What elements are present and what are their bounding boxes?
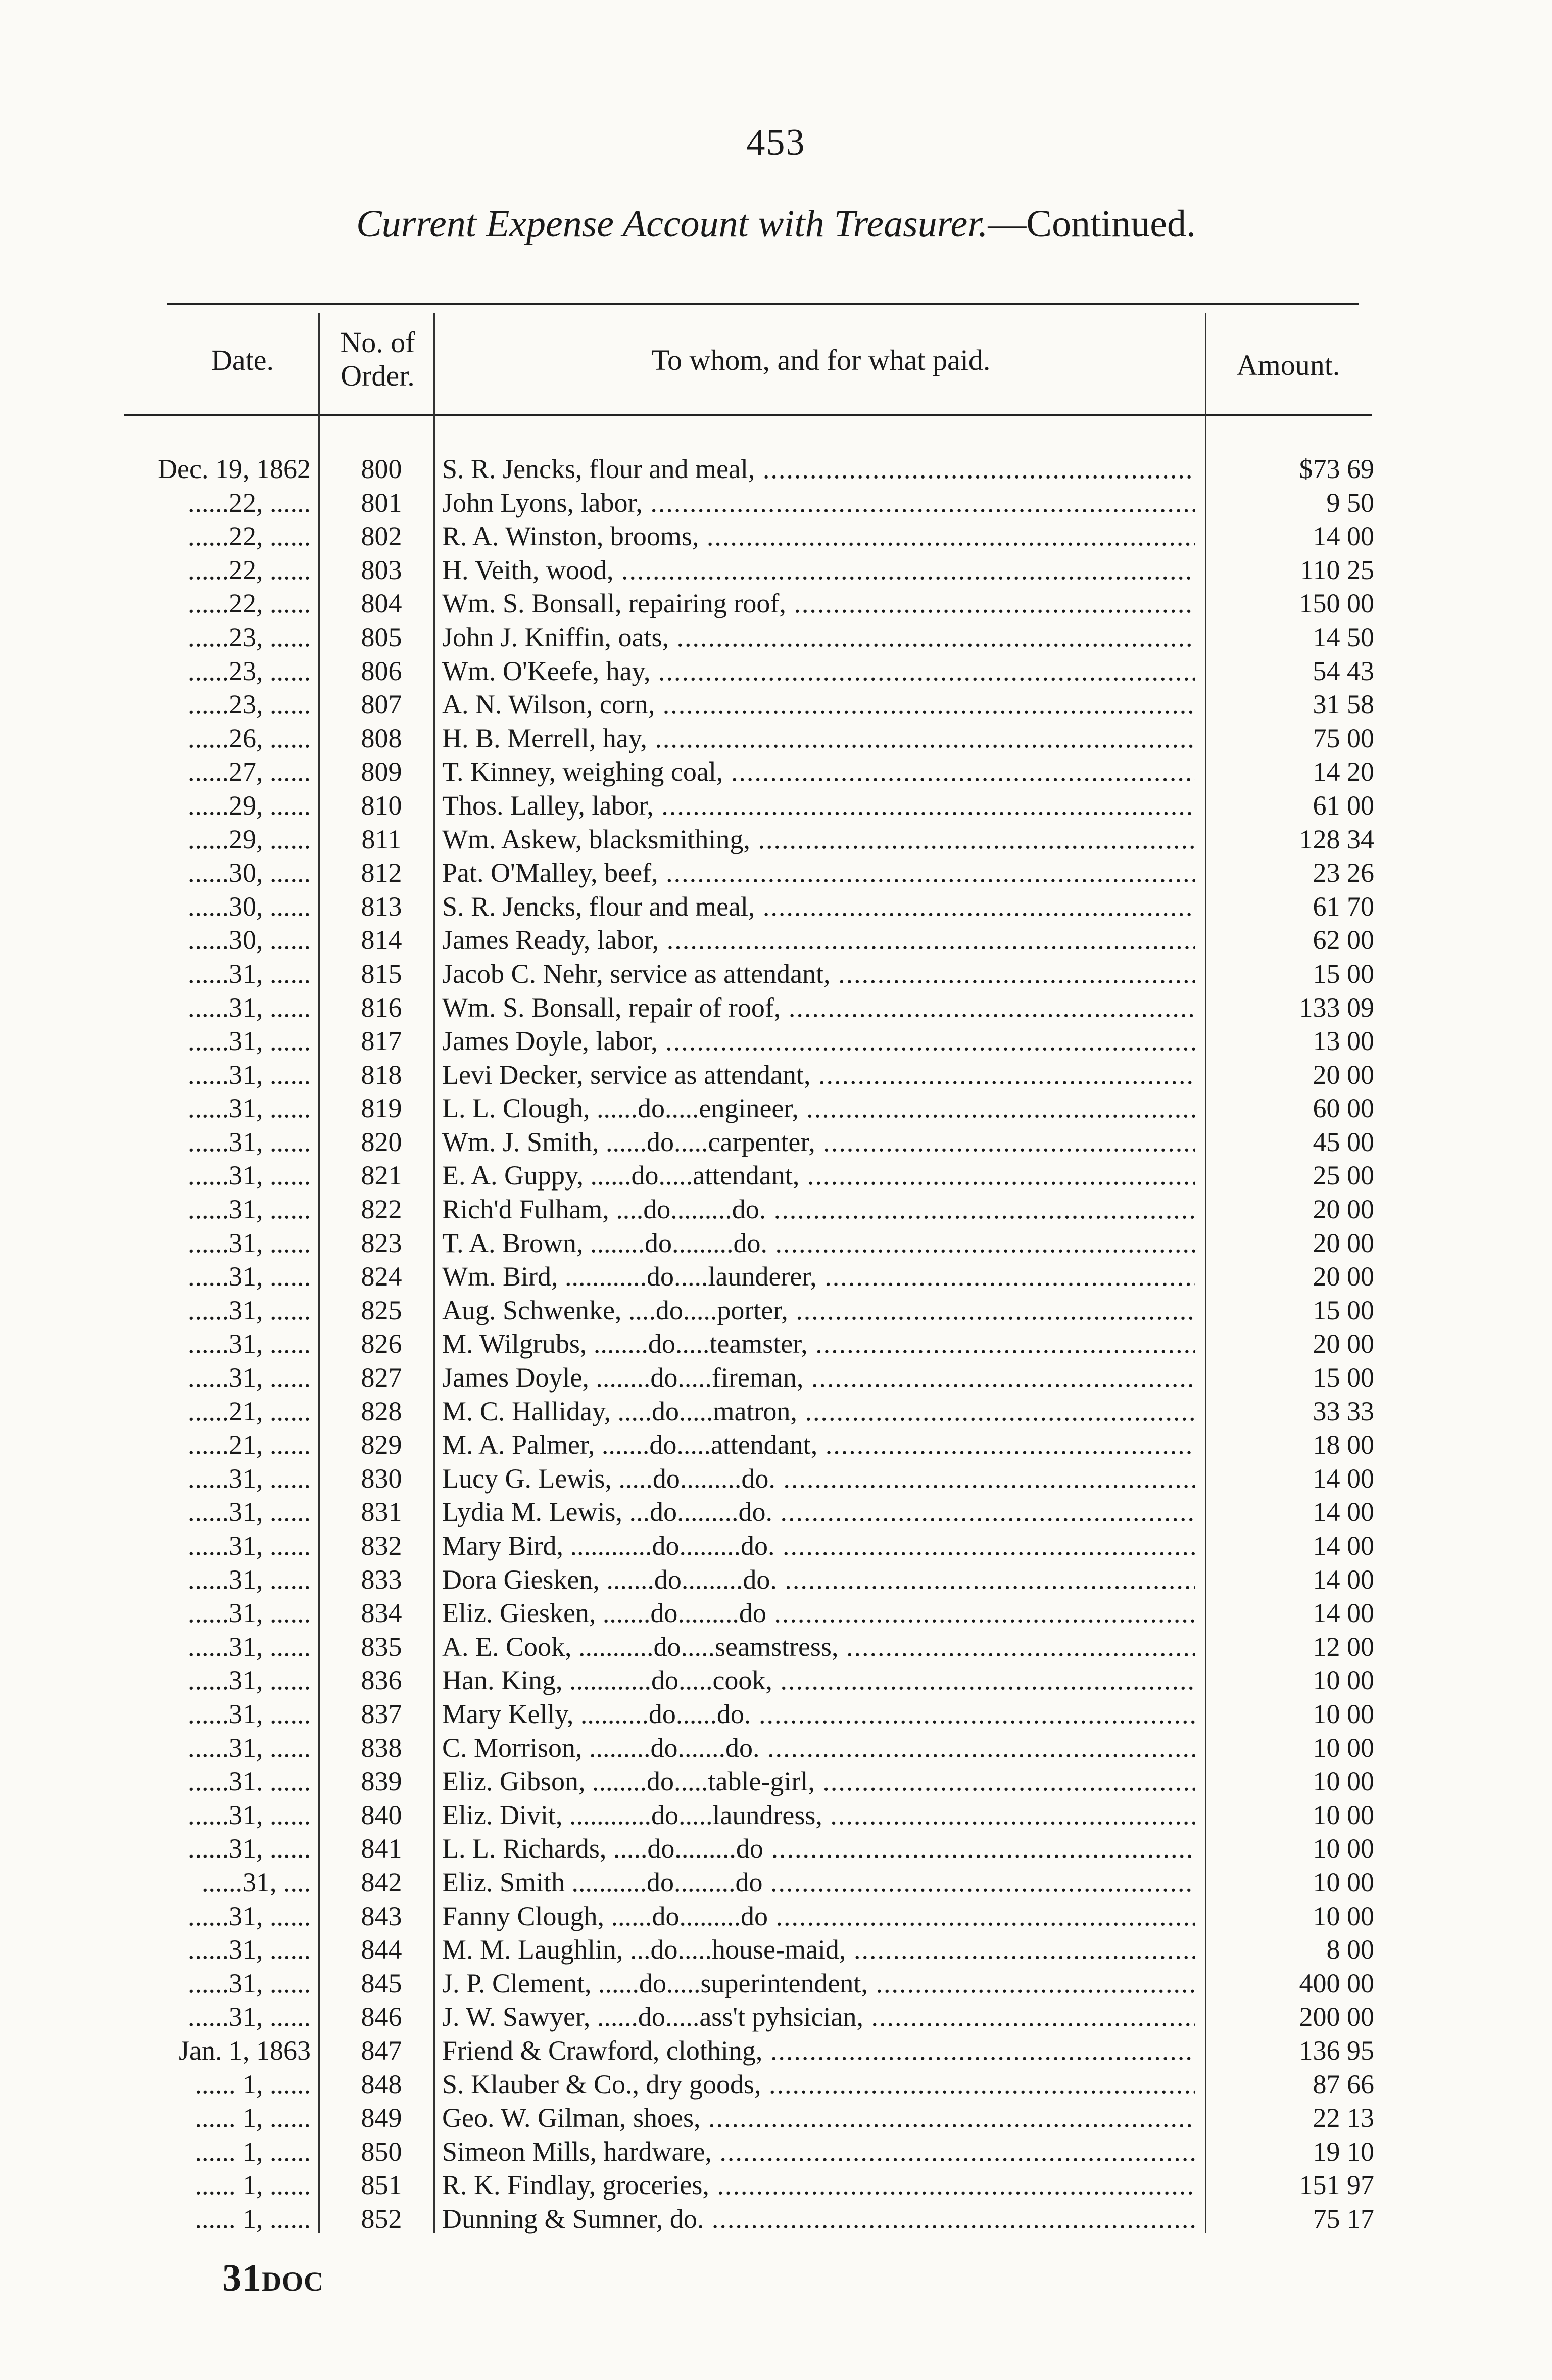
row-amount: 31 58 <box>1313 689 1374 720</box>
row-amount: 14 00 <box>1313 1598 1374 1629</box>
table-row <box>0 1024 1552 1058</box>
row-order-number: 826 <box>361 1328 402 1359</box>
table-row <box>0 1495 1552 1529</box>
row-order-number: 833 <box>361 1564 402 1595</box>
row-amount: 20 00 <box>1313 1227 1374 1258</box>
row-amount: 15 00 <box>1313 1362 1374 1393</box>
row-description: Eliz. Divit, ............do.....laundress, ..... <box>442 1798 1195 1832</box>
row-date: ......30, ...... <box>188 858 311 888</box>
row-date: ...... 1, ...... <box>195 2136 311 2167</box>
row-amount: 87 66 <box>1313 2069 1374 2100</box>
row-order-number: 813 <box>361 891 402 922</box>
row-date: ......22, ...... <box>188 554 311 585</box>
row-description: Eliz. Giesken, .......do.........do ..... <box>442 1596 1195 1630</box>
row-amount: 15 00 <box>1313 958 1374 989</box>
row-date: ......31, ...... <box>188 1598 311 1629</box>
row-date: ......22, ...... <box>188 521 311 552</box>
row-description: Wm. Bird, ............do.....launderer, ..... <box>442 1260 1195 1293</box>
row-date: ......31, ...... <box>188 1295 311 1325</box>
row-date: ......31, ...... <box>188 1497 311 1528</box>
row-date: Jan. 1, 1863 <box>179 2035 311 2066</box>
table-row <box>0 1798 1552 1832</box>
row-order-number: 814 <box>361 925 402 956</box>
row-amount: 15 00 <box>1313 1295 1374 1325</box>
row-description: M. A. Palmer, .......do.....attendant, ..... <box>442 1428 1195 1461</box>
row-order-number: 830 <box>361 1463 402 1494</box>
table-row <box>0 1731 1552 1765</box>
table-row <box>0 1967 1552 2001</box>
row-date: ......31, ...... <box>188 1934 311 1965</box>
row-order-number: 847 <box>361 2035 402 2066</box>
row-description: John J. Kniffin, oats, ..... <box>442 621 1195 654</box>
row-date: ......31, ...... <box>188 1126 311 1157</box>
row-order-number: 846 <box>361 2002 402 2032</box>
table-row <box>0 856 1552 890</box>
row-amount: 19 10 <box>1313 2136 1374 2167</box>
row-description: Eliz. Gibson, ........do.....table-girl, ..... <box>442 1765 1195 1798</box>
signature-number: 31 <box>222 2257 262 2299</box>
table-row <box>0 1361 1552 1395</box>
row-date: ......21, ...... <box>188 1430 311 1460</box>
row-amount: 14 00 <box>1313 521 1374 552</box>
row-amount: 75 17 <box>1313 2203 1374 2234</box>
row-amount: 20 00 <box>1313 1194 1374 1225</box>
row-order-number: 824 <box>361 1261 402 1292</box>
row-order-number: 844 <box>361 1934 402 1965</box>
table-row <box>0 1462 1552 1496</box>
row-order-number: 800 <box>361 454 402 484</box>
row-description: Jacob C. Nehr, service as attendant, ..... <box>442 957 1195 990</box>
table-row <box>0 823 1552 856</box>
row-description: Han. King, ............do.....cook, ..... <box>442 1663 1195 1697</box>
row-order-number: 806 <box>361 655 402 686</box>
row-description: H. B. Merrell, hay, ..... <box>442 722 1195 755</box>
row-amount: 18 00 <box>1313 1430 1374 1460</box>
table-row <box>0 654 1552 688</box>
row-amount: 61 70 <box>1313 891 1374 922</box>
table-row <box>0 957 1552 991</box>
row-date: ......27, ...... <box>188 756 311 787</box>
row-order-number: 831 <box>361 1497 402 1528</box>
row-date: ......31, ...... <box>188 1631 311 1662</box>
row-amount: 60 00 <box>1313 1093 1374 1124</box>
page-title <box>0 202 1552 246</box>
row-description: Dora Giesken, .......do.........do. ..... <box>442 1563 1195 1596</box>
row-date: ...... 1, ...... <box>195 2103 311 2133</box>
row-description: S. R. Jencks, flour and meal, ..... <box>442 452 1195 486</box>
table-row <box>0 923 1552 957</box>
row-amount: 20 00 <box>1313 1261 1374 1292</box>
row-order-number: 845 <box>361 1968 402 1998</box>
row-order-number: 829 <box>361 1430 402 1460</box>
row-date: ......23, ...... <box>188 622 311 652</box>
row-amount: 14 00 <box>1313 1564 1374 1595</box>
table-row <box>0 1630 1552 1664</box>
header-order-line2: Order. <box>341 359 415 392</box>
row-date: ...... 1, ...... <box>195 2170 311 2201</box>
table-row <box>0 1327 1552 1361</box>
row-amount: 10 00 <box>1313 1698 1374 1729</box>
row-description: S. R. Jencks, flour and meal, ..... <box>442 890 1195 923</box>
ledger-rows <box>0 452 1552 2235</box>
row-amount: 20 00 <box>1313 1059 1374 1090</box>
table-row <box>0 789 1552 823</box>
row-date: ......31, ...... <box>188 1531 311 1561</box>
row-order-number: 810 <box>361 790 402 821</box>
row-amount: 13 00 <box>1313 1026 1374 1057</box>
row-description: Wm. S. Bonsall, repairing roof, ..... <box>442 587 1195 620</box>
table-row <box>0 2202 1552 2236</box>
table-row <box>0 1529 1552 1563</box>
page-title-main: Current Expense Account with Treasurer. <box>356 203 988 245</box>
row-date: ......31, ...... <box>188 1261 311 1292</box>
row-amount: 14 00 <box>1313 1463 1374 1494</box>
row-amount: 45 00 <box>1313 1126 1374 1157</box>
table-row <box>0 1226 1552 1260</box>
row-amount: 10 00 <box>1313 1665 1374 1696</box>
row-order-number: 852 <box>361 2203 402 2234</box>
row-order-number: 827 <box>361 1362 402 1393</box>
table-row <box>0 553 1552 587</box>
row-order-number: 816 <box>361 992 402 1023</box>
row-description: H. Veith, wood, ..... <box>442 553 1195 587</box>
row-order-number: 808 <box>361 723 402 753</box>
row-order-number: 836 <box>361 1665 402 1696</box>
row-description: James Doyle, labor, ..... <box>442 1024 1195 1058</box>
row-order-number: 805 <box>361 622 402 652</box>
row-date: ......31, ...... <box>188 1194 311 1225</box>
row-amount: 12 00 <box>1313 1631 1374 1662</box>
table-row <box>0 1899 1552 1933</box>
row-description: Wm. J. Smith, ......do.....carpenter, ..... <box>442 1125 1195 1159</box>
row-order-number: 801 <box>361 487 402 518</box>
table-row <box>0 1395 1552 1429</box>
row-order-number: 834 <box>361 1598 402 1629</box>
table-row <box>0 2000 1552 2034</box>
row-order-number: 838 <box>361 1732 402 1763</box>
row-description: J. P. Clement, ......do.....superintendent, ..... <box>442 1967 1195 2000</box>
row-date: ......31, ...... <box>188 1362 311 1393</box>
row-amount: 14 50 <box>1313 622 1374 652</box>
row-order-number: 840 <box>361 1799 402 1830</box>
row-order-number: 817 <box>361 1026 402 1057</box>
row-date: ......23, ...... <box>188 655 311 686</box>
row-description: Rich'd Fulham, ....do.........do. ..... <box>442 1193 1195 1226</box>
row-description: T. A. Brown, ........do.........do. ..... <box>442 1226 1195 1260</box>
row-order-number: 848 <box>361 2069 402 2100</box>
row-date: ......23, ...... <box>188 689 311 720</box>
row-date: Dec. 19, 1862 <box>158 454 311 484</box>
row-amount: 54 43 <box>1313 655 1374 686</box>
row-amount: 14 20 <box>1313 756 1374 787</box>
table-row <box>0 1091 1552 1125</box>
row-date: ......31, ...... <box>188 1799 311 1830</box>
table-row <box>0 755 1552 789</box>
row-date: ......31, ...... <box>188 2002 311 2032</box>
row-description: Mary Kelly, ..........do......do. ..... <box>442 1697 1195 1731</box>
row-description: L. L. Clough, ......do.....engineer, ..... <box>442 1091 1195 1125</box>
row-description: Wm. S. Bonsall, repair of roof, ..... <box>442 991 1195 1024</box>
row-description: A. N. Wilson, corn, ..... <box>442 688 1195 721</box>
row-amount: 200 00 <box>1299 2002 1374 2032</box>
row-amount: 25 00 <box>1313 1160 1374 1191</box>
row-amount: 10 00 <box>1313 1900 1374 1931</box>
table-row <box>0 2135 1552 2169</box>
row-amount: 150 00 <box>1299 588 1374 619</box>
row-date: ......31, ...... <box>188 1900 311 1931</box>
table-row <box>0 2034 1552 2068</box>
row-date: ......31, ...... <box>188 1564 311 1595</box>
row-order-number: 842 <box>361 1867 402 1897</box>
row-date: ......31, ...... <box>188 958 311 989</box>
row-amount: 61 00 <box>1313 790 1374 821</box>
row-order-number: 821 <box>361 1160 402 1191</box>
row-amount: 9 50 <box>1326 487 1374 518</box>
row-description: L. L. Richards, .....do.........do ..... <box>442 1832 1195 1865</box>
row-date: ......31, ...... <box>188 1732 311 1763</box>
row-date: ......31, ...... <box>188 1328 311 1359</box>
row-date: ......26, ...... <box>188 723 311 753</box>
row-date: ......31, ...... <box>188 1160 311 1191</box>
row-amount: 14 00 <box>1313 1497 1374 1528</box>
row-amount: 10 00 <box>1313 1766 1374 1797</box>
row-description: R. K. Findlay, groceries, ..... <box>442 2168 1195 2202</box>
table-row <box>0 2068 1552 2102</box>
row-date: ......31, ...... <box>188 1968 311 1998</box>
row-description: Eliz. Smith ...........do.........do ..... <box>442 1866 1195 1899</box>
row-date: ......31, ...... <box>188 1059 311 1090</box>
row-amount: 128 34 <box>1299 824 1374 854</box>
row-amount: 133 09 <box>1299 992 1374 1023</box>
table-row <box>0 1563 1552 1597</box>
row-order-number: 851 <box>361 2170 402 2201</box>
row-date: ......31, ...... <box>188 1833 311 1864</box>
table-row <box>0 587 1552 621</box>
row-order-number: 823 <box>361 1227 402 1258</box>
row-description: Aug. Schwenke, ....do.....porter, ..... <box>442 1294 1195 1327</box>
row-date: ......30, ...... <box>188 925 311 956</box>
row-amount: 62 00 <box>1313 925 1374 956</box>
row-order-number: 819 <box>361 1093 402 1124</box>
table-top-rule <box>167 303 1359 305</box>
table-row <box>0 1125 1552 1159</box>
row-amount: 136 95 <box>1299 2035 1374 2066</box>
row-amount: 151 97 <box>1299 2170 1374 2201</box>
table-row <box>0 1193 1552 1226</box>
header-order <box>321 326 434 393</box>
header-amount: Amount. <box>1236 349 1340 382</box>
row-date: ......31, ...... <box>188 1093 311 1124</box>
row-description: John Lyons, labor, ..... <box>442 486 1195 519</box>
row-order-number: 841 <box>361 1833 402 1864</box>
table-row <box>0 1596 1552 1630</box>
row-order-number: 812 <box>361 858 402 888</box>
row-order-number: 815 <box>361 958 402 989</box>
row-date: ......22, ...... <box>188 588 311 619</box>
row-description: James Ready, labor, ..... <box>442 923 1195 957</box>
row-order-number: 837 <box>361 1698 402 1729</box>
row-amount: 33 33 <box>1313 1396 1374 1426</box>
table-row <box>0 621 1552 654</box>
table-row <box>0 991 1552 1025</box>
row-order-number: 807 <box>361 689 402 720</box>
row-description: J. W. Sawyer, ......do.....ass't pyhsician, ..... <box>442 2000 1195 2033</box>
row-date: ......21, ...... <box>188 1396 311 1426</box>
row-order-number: 803 <box>361 554 402 585</box>
row-order-number: 811 <box>361 824 402 854</box>
row-description: M. C. Halliday, .....do.....matron, ..... <box>442 1395 1195 1428</box>
table-row <box>0 1058 1552 1092</box>
table-row <box>0 688 1552 722</box>
row-order-number: 850 <box>361 2136 402 2167</box>
table-row <box>0 1933 1552 1967</box>
row-order-number: 820 <box>361 1126 402 1157</box>
row-description: Lydia M. Lewis, ...do.........do. ..... <box>442 1495 1195 1529</box>
table-row <box>0 486 1552 520</box>
row-description: Mary Bird, ............do.........do. ..... <box>442 1529 1195 1562</box>
row-date: ......31, ...... <box>188 1026 311 1057</box>
row-amount: 10 00 <box>1313 1799 1374 1830</box>
row-date: ......31, .... <box>202 1867 311 1897</box>
header-order-line1: No. of <box>340 326 415 359</box>
table-row <box>0 1294 1552 1327</box>
row-date: ......31, ...... <box>188 992 311 1023</box>
row-description: Pat. O'Malley, beef, ..... <box>442 856 1195 889</box>
row-order-number: 849 <box>361 2103 402 2133</box>
row-description: T. Kinney, weighing coal, ..... <box>442 755 1195 788</box>
table-row <box>0 1832 1552 1866</box>
row-amount: 10 00 <box>1313 1867 1374 1897</box>
row-description: M. M. Laughlin, ...do.....house-maid, ..... <box>442 1933 1195 1966</box>
row-date: ......31, ...... <box>188 1698 311 1729</box>
row-description: Wm. Askew, blacksmithing, ..... <box>442 823 1195 856</box>
row-date: ...... 1, ...... <box>195 2203 311 2234</box>
row-description: James Doyle, ........do.....fireman, ..... <box>442 1361 1195 1394</box>
row-order-number: 843 <box>361 1900 402 1931</box>
row-description: R. A. Winston, brooms, ..... <box>442 519 1195 553</box>
table-row <box>0 2168 1552 2202</box>
table-row <box>0 1697 1552 1731</box>
row-date: ......31, ...... <box>188 1463 311 1494</box>
table-row <box>0 519 1552 553</box>
row-date: ......29, ...... <box>188 824 311 854</box>
row-amount: 23 26 <box>1313 858 1374 888</box>
row-order-number: 818 <box>361 1059 402 1090</box>
table-row <box>0 1260 1552 1294</box>
row-description: M. Wilgrubs, ........do.....teamster, ..... <box>442 1327 1195 1360</box>
row-description: Dunning & Sumner, do. ..... <box>442 2202 1195 2235</box>
row-amount: 75 00 <box>1313 723 1374 753</box>
header-description: To whom, and for what paid. <box>651 344 991 376</box>
row-description: Simeon Mills, hardware, ..... <box>442 2135 1195 2168</box>
row-order-number: 839 <box>361 1766 402 1797</box>
row-amount: 400 00 <box>1299 1968 1374 1998</box>
row-description: Fanny Clough, ......do.........do ..... <box>442 1899 1195 1933</box>
row-description: Lucy G. Lewis, .....do.........do. ..... <box>442 1462 1195 1495</box>
row-description: E. A. Guppy, ......do.....attendant, ..... <box>442 1159 1195 1192</box>
row-order-number: 822 <box>361 1194 402 1225</box>
table-row <box>0 1428 1552 1462</box>
row-date: ......31, ...... <box>188 1665 311 1696</box>
row-description: C. Morrison, .........do.......do. ..... <box>442 1731 1195 1765</box>
row-date: ......22, ...... <box>188 487 311 518</box>
row-order-number: 804 <box>361 588 402 619</box>
table-row <box>0 1765 1552 1798</box>
row-order-number: 835 <box>361 1631 402 1662</box>
page-title-suffix: —Continued. <box>988 203 1196 245</box>
row-date: ...... 1, ...... <box>195 2069 311 2100</box>
row-description: Wm. O'Keefe, hay, ..... <box>442 654 1195 688</box>
row-description: Levi Decker, service as attendant, ..... <box>442 1058 1195 1091</box>
row-order-number: 809 <box>361 756 402 787</box>
row-amount: 20 00 <box>1313 1328 1374 1359</box>
row-order-number: 828 <box>361 1396 402 1426</box>
table-row <box>0 1866 1552 1899</box>
page-number: 453 <box>746 122 806 163</box>
row-amount: 22 13 <box>1313 2103 1374 2133</box>
header-date: Date. <box>211 344 274 376</box>
row-amount: 110 25 <box>1300 554 1374 585</box>
row-date: ......30, ...... <box>188 891 311 922</box>
row-description: Friend & Crawford, clothing, ..... <box>442 2034 1195 2067</box>
signature-suffix: DOC <box>262 2266 324 2297</box>
header-bottom-rule <box>124 414 1372 416</box>
row-order-number: 825 <box>361 1295 402 1325</box>
row-date: ......31, ...... <box>188 1227 311 1258</box>
table-row <box>0 1663 1552 1697</box>
row-order-number: 832 <box>361 1531 402 1561</box>
signature-mark <box>222 2256 324 2300</box>
row-description: S. Klauber & Co., dry goods, ..... <box>442 2068 1195 2101</box>
table-row <box>0 890 1552 924</box>
row-amount: 8 00 <box>1326 1934 1374 1965</box>
row-order-number: 802 <box>361 521 402 552</box>
table-row <box>0 1159 1552 1193</box>
row-amount: 14 00 <box>1313 1531 1374 1561</box>
table-row <box>0 2101 1552 2135</box>
table-row <box>0 452 1552 486</box>
row-amount: 10 00 <box>1313 1732 1374 1763</box>
row-description: A. E. Cook, ...........do.....seamstress, ..... <box>442 1630 1195 1663</box>
row-description: Geo. W. Gilman, shoes, ..... <box>442 2101 1195 2134</box>
table-row <box>0 722 1552 755</box>
row-description: Thos. Lalley, labor, ..... <box>442 789 1195 822</box>
row-date: ......31. ...... <box>188 1766 311 1797</box>
row-date: ......29, ...... <box>188 790 311 821</box>
row-amount: $73 69 <box>1299 454 1374 484</box>
row-amount: 10 00 <box>1313 1833 1374 1864</box>
